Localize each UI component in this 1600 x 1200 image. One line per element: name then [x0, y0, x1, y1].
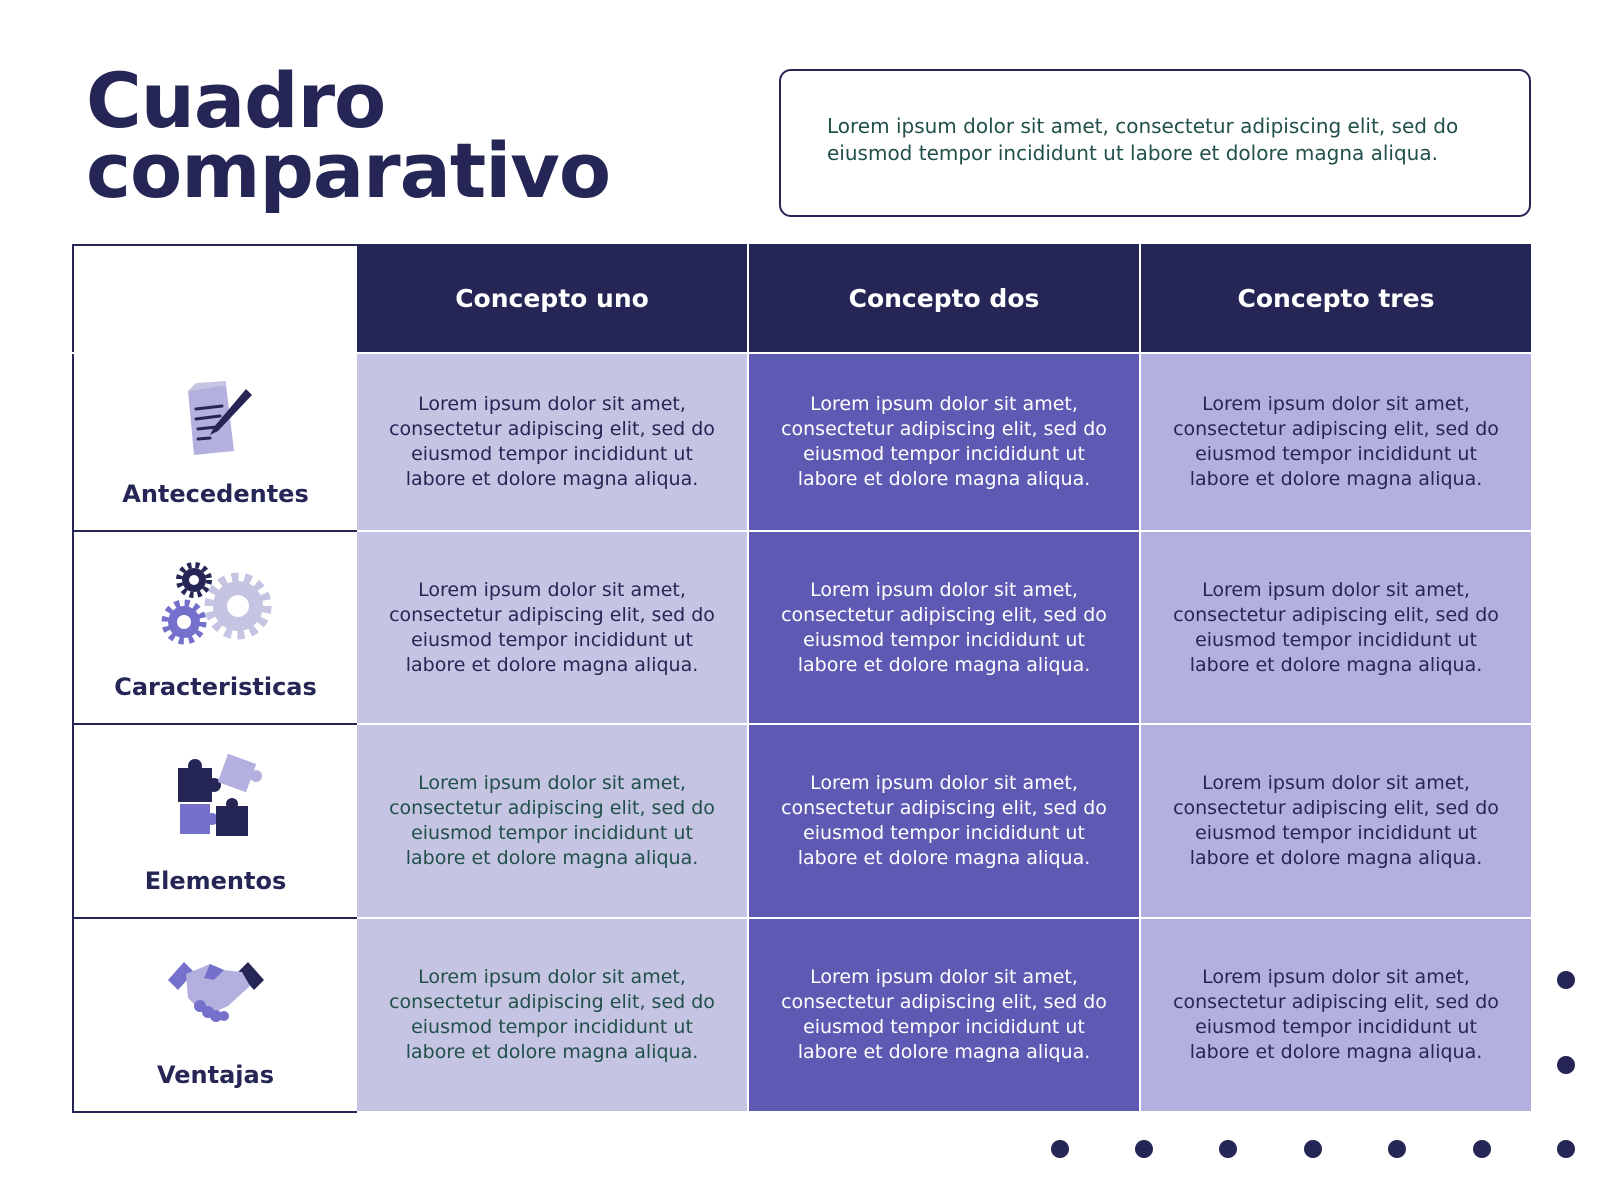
- table-corner: [72, 244, 357, 352]
- cell-ventajas-concepto-uno: Lorem ipsum dolor sit amet, consectetur adipiscing elit, sed do eiusmod tempor incididunt ut labore et dolore magna aliqua.: [357, 919, 747, 1111]
- puzzle-icon: [166, 746, 266, 846]
- row-label-ventajas: [72, 919, 357, 1113]
- cell-antecedentes-concepto-dos: Lorem ipsum dolor sit amet, consectetur adipiscing elit, sed do eiusmod tempor incididunt ut labore et dolore magna aliqua.: [749, 354, 1139, 530]
- handshake-icon: [166, 950, 266, 1030]
- cell-elementos-concepto-uno: Lorem ipsum dolor sit amet, consectetur adipiscing elit, sed do eiusmod tempor incididunt ut labore et dolore magna aliqua.: [357, 725, 747, 917]
- cell-antecedentes-concepto-uno: Lorem ipsum dolor sit amet, consectetur adipiscing elit, sed do eiusmod tempor incididunt ut labore et dolore magna aliqua.: [357, 354, 747, 530]
- row-label-text: Elementos: [144, 867, 287, 895]
- cell-elementos-concepto-dos: Lorem ipsum dolor sit amet, consectetur adipiscing elit, sed do eiusmod tempor incididunt ut labore et dolore magna aliqua.: [749, 725, 1139, 917]
- row-label-text: Antecedentes: [122, 480, 309, 508]
- cell-caracteristicas-concepto-tres: Lorem ipsum dolor sit amet, consectetur adipiscing elit, sed do eiusmod tempor incididunt ut labore et dolore magna aliqua.: [1141, 532, 1531, 723]
- intro-text-box: Lorem ipsum dolor sit amet, consectetur adipiscing elit, sed do eiusmod tempor incididunt ut labore et dolore magna aliqua.: [779, 69, 1531, 217]
- page-title: [86, 56, 611, 215]
- row-label-caracteristicas: [72, 532, 357, 725]
- cell-antecedentes-concepto-tres: Lorem ipsum dolor sit amet, consectetur adipiscing elit, sed do eiusmod tempor incididunt ut labore et dolore magna aliqua.: [1141, 354, 1531, 530]
- cell-caracteristicas-concepto-uno: Lorem ipsum dolor sit amet, consectetur adipiscing elit, sed do eiusmod tempor incididunt ut labore et dolore magna aliqua.: [357, 532, 747, 723]
- document-pen-icon: [176, 377, 256, 457]
- column-header-concepto-tres: Concepto tres: [1141, 244, 1531, 352]
- row-label-antecedentes: [72, 354, 357, 532]
- cell-ventajas-concepto-dos: Lorem ipsum dolor sit amet, consectetur adipiscing elit, sed do eiusmod tempor incididunt ut labore et dolore magna aliqua.: [749, 919, 1139, 1111]
- row-label-text: Caracteristicas: [114, 673, 317, 701]
- cell-ventajas-concepto-tres: Lorem ipsum dolor sit amet, consectetur adipiscing elit, sed do eiusmod tempor incididunt ut labore et dolore magna aliqua.: [1141, 919, 1531, 1111]
- cell-elementos-concepto-tres: Lorem ipsum dolor sit amet, consectetur adipiscing elit, sed do eiusmod tempor incididunt ut labore et dolore magna aliqua.: [1141, 725, 1531, 917]
- title-line-2: comparativo: [86, 126, 611, 215]
- row-label-elementos: [72, 725, 357, 919]
- column-header-concepto-uno: Concepto uno: [357, 244, 747, 352]
- row-label-text: Ventajas: [157, 1061, 274, 1089]
- cell-caracteristicas-concepto-dos: Lorem ipsum dolor sit amet, consectetur adipiscing elit, sed do eiusmod tempor incididunt ut labore et dolore magna aliqua.: [749, 532, 1139, 723]
- column-header-concepto-dos: Concepto dos: [749, 244, 1139, 352]
- comparison-table: [72, 244, 1531, 1111]
- gears-icon: [156, 558, 276, 648]
- title-line-1: Cuadro: [86, 56, 386, 145]
